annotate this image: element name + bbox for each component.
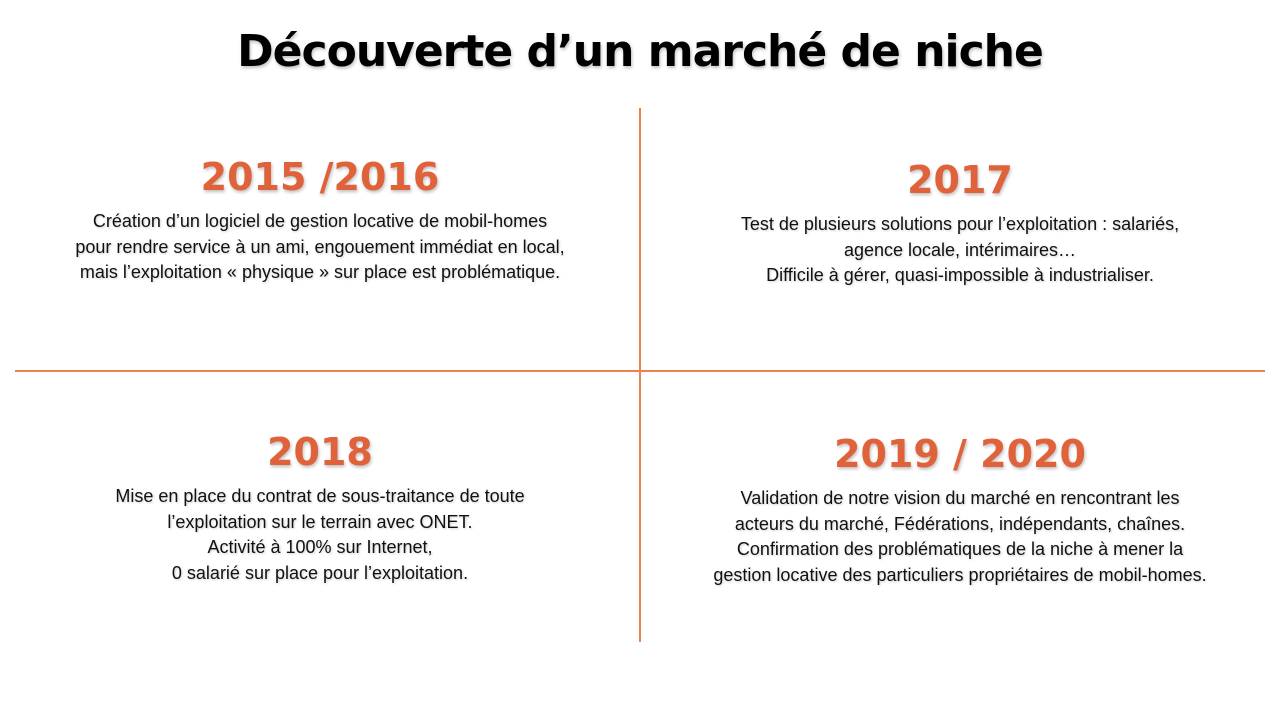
quadrant-year: 2017 — [907, 158, 1013, 202]
quadrant-2019-2020 — [640, 432, 1280, 588]
description-line: mais l’exploitation « physique » sur place est problématique. — [79, 262, 561, 282]
quadrant-2017 — [640, 158, 1280, 289]
quadrant-year: 2018 — [267, 430, 373, 474]
description-line: Confirmation des problématiques de la niche à mener la — [736, 539, 1184, 559]
description-line: Activité à 100% sur Internet, — [207, 537, 433, 557]
quadrant-2015-2016 — [0, 155, 640, 286]
description-line: acteurs du marché, Fédérations, indépendants, chaînes. — [734, 513, 1186, 534]
description-line: Difficile à gérer, quasi-impossible à industrialiser. — [766, 265, 1154, 285]
description-line: 0 salarié sur place pour l’exploitation. — [171, 562, 469, 583]
description-line: Création d’un logiciel de gestion locative de mobil-homes — [92, 211, 548, 231]
horizontal-divider — [15, 370, 1265, 372]
description-line: Mise en place du contrat de sous-traitance de toute — [115, 486, 525, 506]
quadrant-description — [640, 212, 1280, 289]
description-line: Test de plusieurs solutions pour l’exploitation : salariés, — [740, 214, 1180, 234]
quadrant-2018 — [0, 430, 640, 586]
description-line: gestion locative des particuliers propriétaires de mobil-homes. — [713, 564, 1207, 585]
description-line: Validation de notre vision du marché en rencontrant les — [740, 488, 1180, 508]
quadrant-year: 2019 / 2020 — [834, 432, 1086, 476]
description-line: pour rendre service à un ami, engouement immédiat en local, — [75, 236, 565, 257]
slide-title: Découverte d’un marché de niche — [237, 26, 1043, 77]
quadrant-description — [0, 484, 640, 586]
quadrant-year: 2015 /2016 — [200, 155, 440, 199]
quadrant-description — [640, 486, 1280, 588]
description-line: agence locale, intérimaires… — [843, 239, 1077, 260]
quadrant-description — [0, 209, 640, 286]
description-line: l’exploitation sur le terrain avec ONET. — [167, 511, 473, 532]
